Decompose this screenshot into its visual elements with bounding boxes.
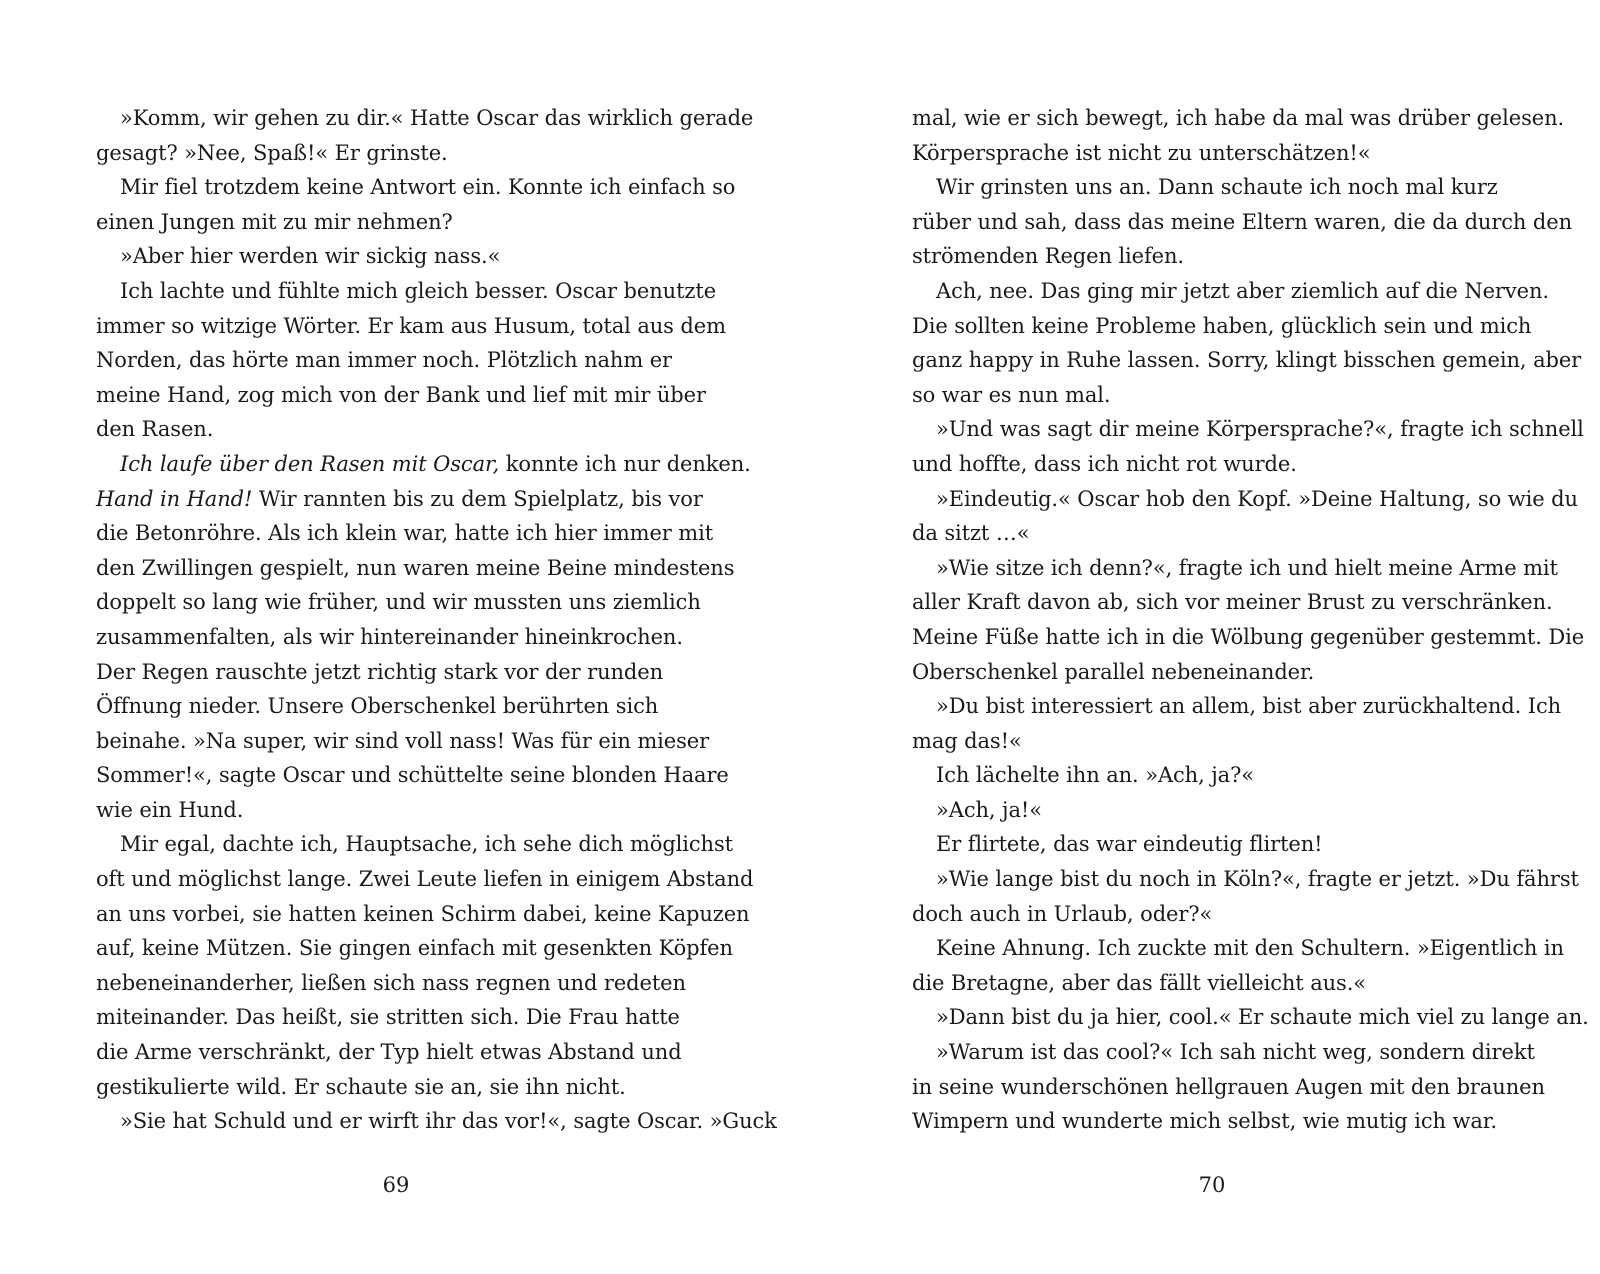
text-line: [912, 1035, 1535, 1070]
line-text: mal, wie er sich bewegt, ich habe da mal was drüber gelesen.: [912, 106, 1565, 130]
line-text: Öffnung nieder. Unsere Oberschenkel berührten sich: [96, 694, 659, 719]
text-line: [912, 412, 1584, 447]
text-line: [96, 620, 696, 655]
text-line: [96, 655, 696, 690]
line-text: Oberschenkel parallel nebeneinander.: [912, 659, 1315, 684]
line-text: Sommer!«, sagte Oscar und schüttelte seine blonden Haare: [96, 763, 729, 788]
line-text: die Arme verschränkt, der Typ hielt etwas Abstand und: [96, 1040, 682, 1065]
line-text: Wimpern und wunderte mich selbst, wie mutig ich war.: [912, 1109, 1498, 1134]
text-line: [96, 309, 726, 344]
text-line: [912, 724, 1512, 759]
line-text: immer so witzige Wörter. Er kam aus Husum, total aus dem: [96, 313, 726, 338]
text-line: [912, 447, 1512, 482]
text-line: [96, 447, 751, 482]
line-text: und hoffte, dass ich nicht rot wurde.: [912, 451, 1297, 476]
text-line: [912, 1070, 1545, 1105]
text-line: [96, 412, 696, 447]
italic-phrase: Hand in Hand!: [96, 486, 253, 511]
line-text: Keine Ahnung. Ich zuckte mit den Schultern. »Eigentlich in: [936, 936, 1564, 961]
text-line: [96, 1000, 696, 1035]
line-text: oft und möglichst lange. Zwei Leute liefen in einigem Abstand: [96, 867, 754, 892]
line-text: ganz happy in Ruhe lassen. Sorry, klingt bisschen gemein, aber: [912, 348, 1582, 373]
line-text: Wir rannten bis zu dem Spielplatz, bis vor: [252, 486, 703, 511]
line-text: »Wie lange bist du noch in Köln?«, fragte er jetzt. »Du fährst: [936, 867, 1579, 892]
line-text: zusammenfalten, als wir hintereinander hineinkrochen.: [96, 624, 683, 649]
text-line: [912, 170, 1512, 205]
line-text: an uns vorbei, sie hatten keinen Schirm dabei, keine Kapuzen: [96, 901, 750, 926]
right-page-text: [912, 101, 1589, 1139]
text-line: [96, 378, 706, 413]
text-line: [912, 309, 1532, 344]
text-line: [912, 551, 1558, 586]
text-line: [96, 931, 733, 966]
text-line: [912, 101, 1565, 136]
line-text: wie ein Hund.: [96, 797, 244, 822]
text-line: [912, 205, 1573, 240]
line-text: gesagt? »Nee, Spaß!« Er grinste.: [96, 140, 448, 165]
line-text: meine Hand, zog mich von der Bank und lief mit mir über: [96, 382, 706, 407]
line-text: Meine Füße hatte ich in die Wölbung gegenüber gestemmt. Die: [912, 624, 1585, 649]
line-text: Mir egal, dachte ich, Hauptsache, ich sehe dich möglichst: [120, 832, 734, 857]
line-text: »Ach, ja!«: [936, 797, 1042, 822]
line-text: »Du bist interessiert an allem, bist aber zurückhaltend. Ich: [936, 694, 1562, 719]
line-text: »Dann bist du ja hier, cool.« Er schaute mich viel zu lange an.: [936, 1005, 1589, 1030]
text-line: [96, 897, 750, 932]
line-text: »Und was sagt dir meine Körpersprache?«, fragte ich schnell: [936, 417, 1584, 442]
left-page-text: [96, 101, 777, 1139]
line-text: in seine wunderschönen hellgrauen Augen mit den braunen: [912, 1074, 1545, 1099]
line-text: Mir fiel trotzdem keine Antwort ein. Konnte ich einfach so: [120, 175, 736, 200]
line-text: die Betonröhre. Als ich klein war, hatte ich hier immer mit: [96, 521, 714, 546]
line-text: miteinander. Das heißt, sie stritten sich. Die Frau hatte: [96, 1005, 680, 1030]
text-line: [912, 239, 1512, 274]
line-text: »Wie sitze ich denn?«, fragte ich und hielt meine Arme mit: [936, 555, 1558, 580]
text-line: [96, 516, 714, 551]
text-line: [912, 482, 1578, 517]
text-line: [912, 378, 1512, 413]
text-line: [96, 1104, 777, 1139]
text-line: [912, 1000, 1589, 1035]
line-text: doppelt so lang wie früher, und wir mussten uns ziemlich: [96, 590, 701, 615]
line-text: beinahe. »Na super, wir sind voll nass! Was für ein mieser: [96, 728, 710, 753]
text-line: [96, 170, 736, 205]
line-text: Er flirtete, das war eindeutig flirten!: [936, 832, 1323, 857]
text-line: [96, 585, 701, 620]
text-line: [96, 862, 754, 897]
line-text: Norden, das hörte man immer noch. Plötzlich nahm er: [96, 348, 672, 373]
line-text: die Bretagne, aber das fällt vielleicht aus.«: [912, 970, 1367, 995]
text-line: [96, 1035, 696, 1070]
line-text: den Zwillingen gespielt, nun waren meine Beine mindestens: [96, 555, 735, 580]
text-line: [912, 827, 1512, 862]
text-line: [912, 274, 1549, 309]
line-text: Der Regen rauschte jetzt richtig stark vor der runden: [96, 659, 664, 684]
line-text: nebeneinanderher, ließen sich nass regnen und redeten: [96, 970, 686, 995]
text-line: [96, 827, 734, 862]
line-text: Ich lächelte ihn an. »Ach, ja?«: [936, 763, 1254, 788]
line-text: Wir grinsten uns an. Dann schaute ich noch mal kurz: [936, 175, 1498, 200]
text-line: [96, 239, 696, 274]
text-line: [912, 343, 1582, 378]
text-line: [96, 689, 696, 724]
line-text: da sitzt …«: [912, 521, 1030, 546]
line-text: konnte ich nur denken.: [499, 451, 751, 476]
text-line: [96, 551, 735, 586]
line-text: »Warum ist das cool?« Ich sah nicht weg, sondern direkt: [936, 1040, 1535, 1065]
line-text: Ach, nee. Das ging mir jetzt aber ziemlich auf die Nerven.: [936, 278, 1549, 303]
line-text: Die sollten keine Probleme haben, glücklich sein und mich: [912, 313, 1532, 338]
line-text: den Rasen.: [96, 417, 214, 442]
text-line: [96, 205, 696, 240]
text-line: [912, 585, 1553, 620]
text-line: [912, 136, 1512, 171]
line-text: strömenden Regen liefen.: [912, 244, 1185, 269]
line-text: mag das!«: [912, 728, 1022, 753]
text-line: [96, 274, 717, 309]
text-line: [912, 862, 1579, 897]
left-page-number: 69: [382, 1173, 410, 1197]
text-line: [96, 343, 696, 378]
text-line: [912, 758, 1512, 793]
line-text: »Aber hier werden wir sickig nass.«: [120, 244, 501, 269]
text-line: [96, 482, 703, 517]
line-text: einen Jungen mit zu mir nehmen?: [96, 209, 453, 234]
text-line: [96, 966, 696, 1001]
line-text: so war es nun mal.: [912, 382, 1111, 407]
text-line: [96, 101, 754, 136]
text-line: [96, 1070, 696, 1105]
text-line: [912, 655, 1512, 690]
line-text: gestikulierte wild. Er schaute sie an, sie ihn nicht.: [96, 1074, 626, 1099]
line-text: auf, keine Mützen. Sie gingen einfach mit gesenkten Köpfen: [96, 936, 733, 961]
italic-phrase: Ich laufe über den Rasen mit Oscar,: [120, 451, 500, 476]
text-line: [912, 689, 1562, 724]
text-line: [912, 620, 1585, 655]
right-page-number: 70: [1198, 1173, 1226, 1197]
text-line: [96, 793, 696, 828]
line-text: doch auch in Urlaub, oder?«: [912, 901, 1213, 926]
text-line: [912, 931, 1564, 966]
text-line: [96, 758, 729, 793]
line-text: »Komm, wir gehen zu dir.« Hatte Oscar das wirklich gerade: [120, 106, 754, 130]
text-line: [96, 136, 696, 171]
text-line: [912, 516, 1512, 551]
line-text: Ich lachte und fühlte mich gleich besser. Oscar benutzte: [120, 278, 717, 303]
line-text: Körpersprache ist nicht zu unterschätzen!«: [912, 140, 1371, 165]
text-line: [912, 1104, 1512, 1139]
text-line: [912, 897, 1512, 932]
text-line: [96, 724, 710, 759]
line-text: aller Kraft davon ab, sich vor meiner Brust zu verschränken.: [912, 590, 1553, 615]
line-text: »Eindeutig.« Oscar hob den Kopf. »Deine Haltung, so wie du: [936, 486, 1578, 511]
text-line: [912, 966, 1512, 1001]
line-text: »Sie hat Schuld und er wirft ihr das vor!«, sagte Oscar. »Guck: [120, 1109, 777, 1134]
text-line: [912, 793, 1512, 828]
line-text: rüber und sah, dass das meine Eltern waren, die da durch den: [912, 209, 1573, 234]
